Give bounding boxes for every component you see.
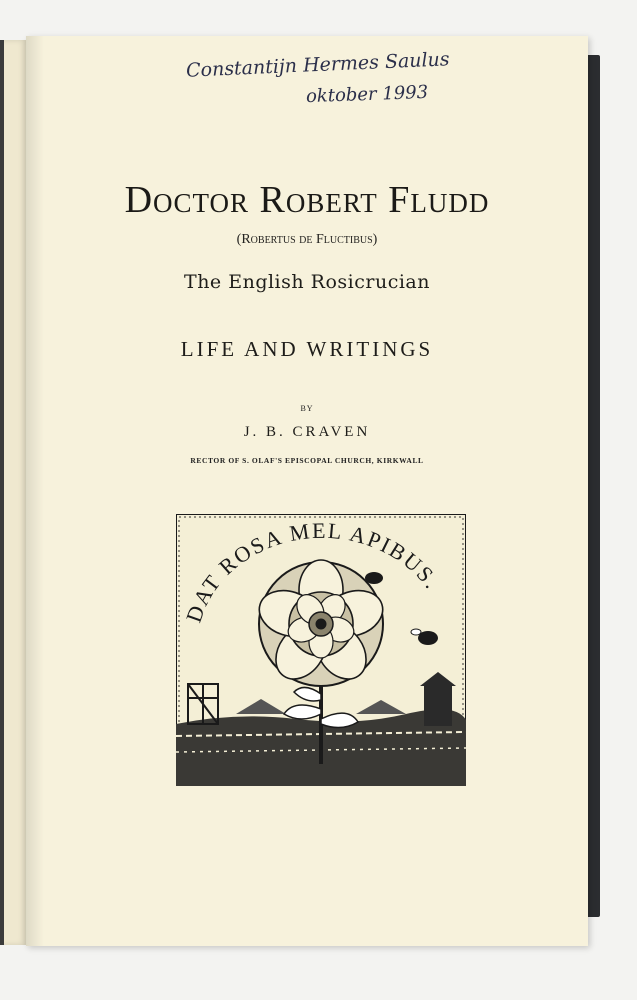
- handwritten-inscription-name: Constantijn Hermes Saulus: [185, 48, 450, 82]
- handwritten-inscription-date: oktober 1993: [305, 81, 429, 108]
- by-label: BY: [300, 404, 314, 413]
- emblem-motto-path: DAT ROSA MEL APIBUS.: [180, 517, 446, 626]
- rose-emblem-icon: [176, 514, 466, 786]
- book-title: Doctor Robert Fludd: [124, 179, 490, 221]
- book-subtitle: LIFE AND WRITINGS: [180, 337, 434, 361]
- left-cover-edge: [0, 40, 4, 945]
- epithet: The English Rosicrucian: [184, 271, 430, 293]
- author-name: J. B. CRAVEN: [243, 424, 371, 440]
- title-page: [26, 36, 588, 946]
- left-page: [0, 40, 27, 945]
- page-gutter-shadow: [26, 36, 44, 946]
- author-title: RECTOR OF S. OLAF'S EPISCOPAL CHURCH, KIRKWALL: [190, 456, 424, 465]
- latin-name: (Robertus de Fluctibus): [236, 232, 378, 247]
